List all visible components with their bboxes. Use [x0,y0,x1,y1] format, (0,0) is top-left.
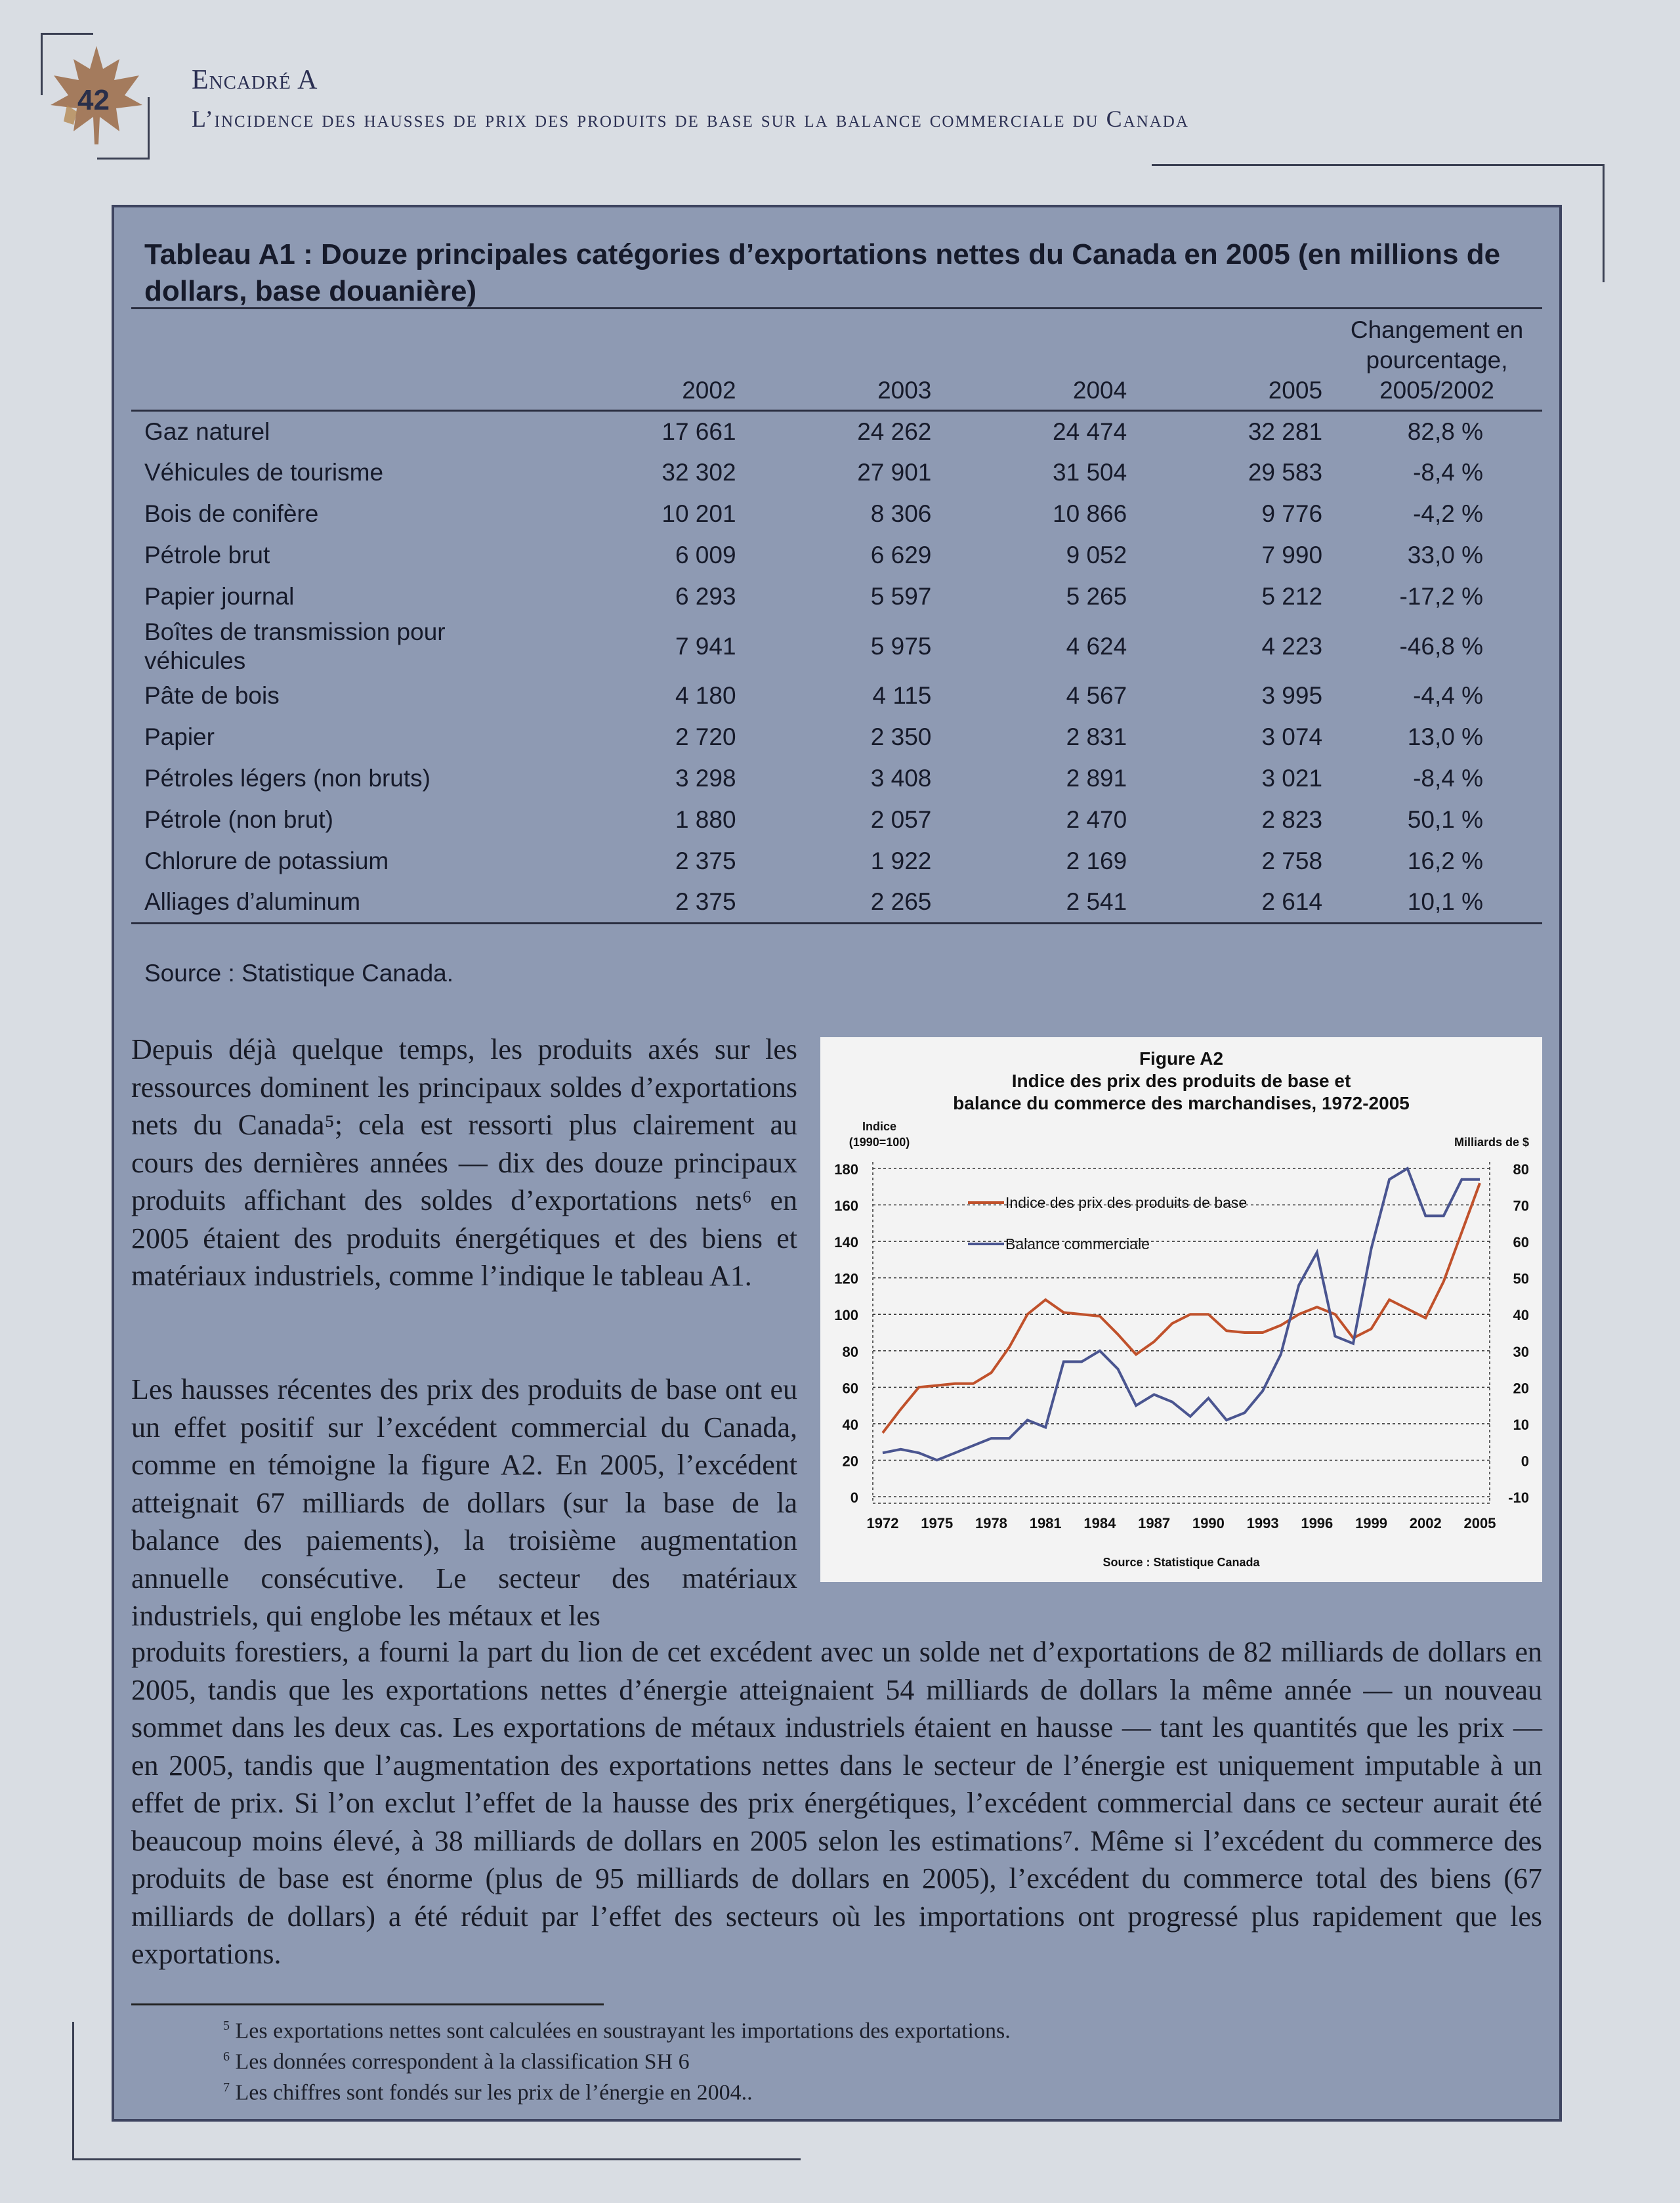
table-cell: 7 941 [675,632,736,660]
table-cell: 3 995 [1261,682,1323,709]
table-cell: 31 504 [1053,459,1127,486]
row-label: Véhicules de tourisme [144,459,384,486]
figure-title [820,1048,1542,1115]
table-cell: 5 597 [870,583,932,610]
table-cell: 5 975 [870,632,932,660]
row-label: Gaz naturel [144,417,270,445]
row-label: Papier journal [144,583,295,610]
table-cell: 9 052 [1066,542,1127,568]
y-right-tick-label: 0 [1521,1453,1529,1470]
table-row [131,576,1542,618]
row-label: Boîtes de transmission pour véhicules [144,618,446,674]
page-number: 42 [77,84,110,116]
x-tick-label: 2005 [1463,1515,1496,1531]
table-cell: 3 298 [675,765,736,792]
figure-title-line: balance du commerce des marchandises, 1972-2005 [953,1093,1410,1113]
y-left-tick-label: 60 [842,1380,858,1397]
y-left-tick-label: 40 [842,1416,858,1433]
table-cell: 16,2 % [1407,847,1483,874]
header-cell: 2005 [1268,377,1323,404]
table-cell: 1 922 [870,847,932,874]
table-cell: -46,8 % [1399,632,1483,660]
table-cell: -8,4 % [1413,459,1483,486]
x-tick-label: 2002 [1409,1515,1442,1531]
row-label: Alliages d’aluminum [144,888,361,916]
table-row [131,758,1542,800]
left-axis-label: Indice [862,1120,897,1133]
y-left-tick-label: 100 [834,1307,858,1324]
y-right-tick-label: 20 [1513,1380,1529,1397]
row-label: Pétrole brut [144,542,270,568]
table-header-row [131,315,1542,411]
header-cell: 2003 [877,377,932,404]
series-line-trade-balance [883,1168,1480,1460]
row-label: Pétrole (non brut) [144,806,333,833]
table-cell: 17 661 [662,417,736,445]
y-right-tick-label: 40 [1513,1307,1529,1324]
x-tick-label: 1993 [1246,1515,1279,1531]
x-tick-label: 1978 [975,1515,1007,1531]
table-row [131,618,1542,675]
row-label: Bois de conifère [144,500,319,527]
table-title: Tableau A1 : Douze principales catégories d’exportations nettes du Canada en 2005 (en millions de dollars, base douanière) [144,238,1501,307]
table-cell: 10 201 [662,500,736,527]
table-cell: 2 375 [675,847,736,874]
table-cell: 32 302 [662,459,736,486]
table-cell: 27 901 [857,459,932,486]
y-left-tick-label: 160 [834,1197,858,1214]
table-cell: 4 567 [1066,682,1127,709]
figure-a2 [820,1037,1542,1582]
table-cell: 7 990 [1261,542,1323,568]
table-cell: -8,4 % [1413,765,1483,792]
table-cell: 2 057 [870,806,932,833]
footnote-rule [131,2003,604,2005]
table-cell: 6 293 [675,583,736,610]
table-cell: 3 074 [1261,723,1323,750]
row-label: Pâte de bois [144,682,280,709]
table-row [131,535,1542,576]
table-cell: 32 281 [1248,417,1323,445]
table-cell: 2 541 [1066,888,1127,916]
table-cell: 50,1 % [1407,806,1483,833]
table-source: Source : Statistique Canada. [144,960,454,987]
footnote: $^6$ Les données correspondent à la classification SH 6 [223,2049,690,2074]
table-row [131,882,1542,924]
y-left-tick-label: 140 [834,1234,858,1251]
table-cell: 10 866 [1053,500,1127,527]
table-row [131,717,1542,758]
table-cell: 24 474 [1053,417,1127,445]
table-cell: 2 265 [870,888,932,916]
y-left-tick-label: 80 [842,1343,858,1360]
x-tick-label: 1996 [1301,1515,1334,1531]
legend-label: Balance commerciale [1005,1235,1150,1252]
section-title: L’incidence des hausses de prix des produits de base sur la balance commerciale du Canada [192,106,1189,132]
x-tick-label: 1984 [1083,1515,1116,1531]
table-cell: 2 831 [1066,723,1127,750]
figure-source: Source : Statistique Canada [1102,1556,1260,1569]
paragraph: produits forestiers, a fourni la part du lion de cet excédent avec un solde net d’exportations de 82 milliards de dollars en 2005, tandis que les exportations nettes d’énergie atteignaient 54 milliards de dollars la même année — un nouveau sommet dans les deux cas. Les exportations de métaux industriels étaient en hausse — tant les quantités que les prix — en 2005, tandis que l’augmentation des exportations nettes dans le secteur de l’énergie est uniquement imputable à un effet de prix. Si l’on exclut l’effet de la hausse des prix énergétiques, l’excédent commercial dans ce secteur aurait été beaucoup moins élevé, à 38 milliards de dollars en 2005 selon les estimations⁷. Même si l’excédent du commerce des produits de base est énorme (plus de 95 milliards de dollars en 2005), l’excédent du commerce total des biens (67 milliards de dollars) a été réduit par l’effet des secteurs où les importations ont progressé plus rapidement que les exportations. [131,1636,1542,1970]
table-cell: 2 614 [1261,888,1323,916]
table-cell: 13,0 % [1407,723,1483,750]
y-right-tick-label: 80 [1513,1161,1529,1178]
table-cell: 29 583 [1248,459,1323,486]
table-cell: 1 880 [675,806,736,833]
table-cell: 24 262 [857,417,932,445]
table-row [131,494,1542,535]
y-left-tick-label: 180 [834,1161,858,1178]
footnote: $^7$ Les chiffres sont fondés sur les prix de l’énergie en 2004.. [223,2080,753,2105]
series-line-price-index [883,1183,1480,1433]
left-axis-label: (1990=100) [849,1136,910,1149]
table-cell: 6 629 [870,542,932,568]
footnote: $^5$ Les exportations nettes sont calculées en soustrayant les importations des exportations. [223,2019,1011,2043]
table-cell: 2 169 [1066,847,1127,874]
table-row [131,452,1542,494]
right-axis-label: Milliards de $ [1454,1136,1529,1149]
paragraph: Depuis déjà quelque temps, les produits axés sur les ressources dominent les principaux soldes d’exportations nets du Canada⁵; cela est ressorti plus clairement au cours des dernières années — dix des douze principaux produits affichant des soldes d’exportations nets⁶ en 2005 étaient des produits énergétiques et des biens et matériaux industriels, comme l’indique le tableau A1. [131,1033,797,1292]
table-row [131,800,1542,841]
table-cell: 5 265 [1066,583,1127,610]
table-cell: 4 180 [675,682,736,709]
header-cell: Changement en pourcentage, 2005/2002 [1350,316,1524,404]
table-cell: 9 776 [1261,500,1323,527]
table-cell: 3 021 [1261,765,1323,792]
table-cell: 4 115 [872,682,932,709]
header-cell: 2004 [1072,377,1127,404]
x-tick-label: 1990 [1192,1515,1225,1531]
row-label: Chlorure de potassium [144,847,389,874]
section-label: Encadré A [192,65,318,95]
table-cell: 2 758 [1261,847,1323,874]
x-tick-label: 1987 [1138,1515,1171,1531]
y-right-tick-label: 60 [1513,1234,1529,1251]
table-cell: -4,4 % [1413,682,1483,709]
table-cell: 3 408 [870,765,932,792]
table-cell: -4,2 % [1413,500,1483,527]
legend-label: Indice des prix des produits de base [1005,1194,1248,1211]
y-left-tick-label: 20 [842,1453,858,1470]
table-cell: 4 624 [1066,632,1127,660]
table-cell: 5 212 [1261,583,1323,610]
table-cell: 6 009 [675,542,736,568]
table-cell: 2 720 [675,723,736,750]
row-label: Pétroles légers (non bruts) [144,765,430,792]
row-label: Papier [144,723,215,750]
exports-table [131,315,1542,924]
chart-svg [820,1037,1542,1582]
table-cell: 8 306 [870,500,932,527]
table-cell: 2 823 [1261,806,1323,833]
table-cell: 2 350 [870,723,932,750]
paragraph: Les hausses récentes des prix des produits de base ont eu un effet positif sur l’excédent commercial du Canada, comme en témoigne la figure A2. En 2005, l’excédent atteignait 67 milliards de dollars (sur la base de la balance des paiements), la troisième augmentation annuelle consécutive. Le secteur des matériaux industriels, qui englobe les métaux et les [131,1373,797,1632]
table-row [131,841,1542,882]
y-right-tick-label: -10 [1508,1489,1529,1506]
table-cell: 10,1 % [1407,888,1483,916]
table-cell: 4 223 [1261,632,1323,660]
table-cell: 33,0 % [1407,542,1483,568]
figure-title-line: Indice des prix des produits de base et [1011,1071,1351,1091]
table-cell: 2 470 [1066,806,1127,833]
y-right-tick-label: 10 [1513,1416,1529,1433]
table-cell: 2 375 [675,888,736,916]
y-right-tick-label: 50 [1513,1270,1529,1287]
x-tick-label: 1975 [921,1515,954,1531]
y-left-tick-label: 120 [834,1270,858,1287]
y-right-tick-label: 70 [1513,1197,1529,1214]
table-row [131,411,1542,452]
figure-label: Figure A2 [1139,1048,1224,1069]
table-cell: 2 891 [1066,765,1127,792]
table-cell: -17,2 % [1399,583,1483,610]
header-cell [131,315,550,411]
header-cell: 2002 [682,377,736,404]
table-cell: 82,8 % [1407,417,1483,445]
x-tick-label: 1981 [1029,1515,1062,1531]
y-left-tick-label: 0 [850,1489,858,1506]
x-tick-label: 1999 [1355,1515,1388,1531]
y-right-tick-label: 30 [1513,1343,1529,1360]
table-row [131,675,1542,717]
x-tick-label: 1972 [866,1515,899,1531]
